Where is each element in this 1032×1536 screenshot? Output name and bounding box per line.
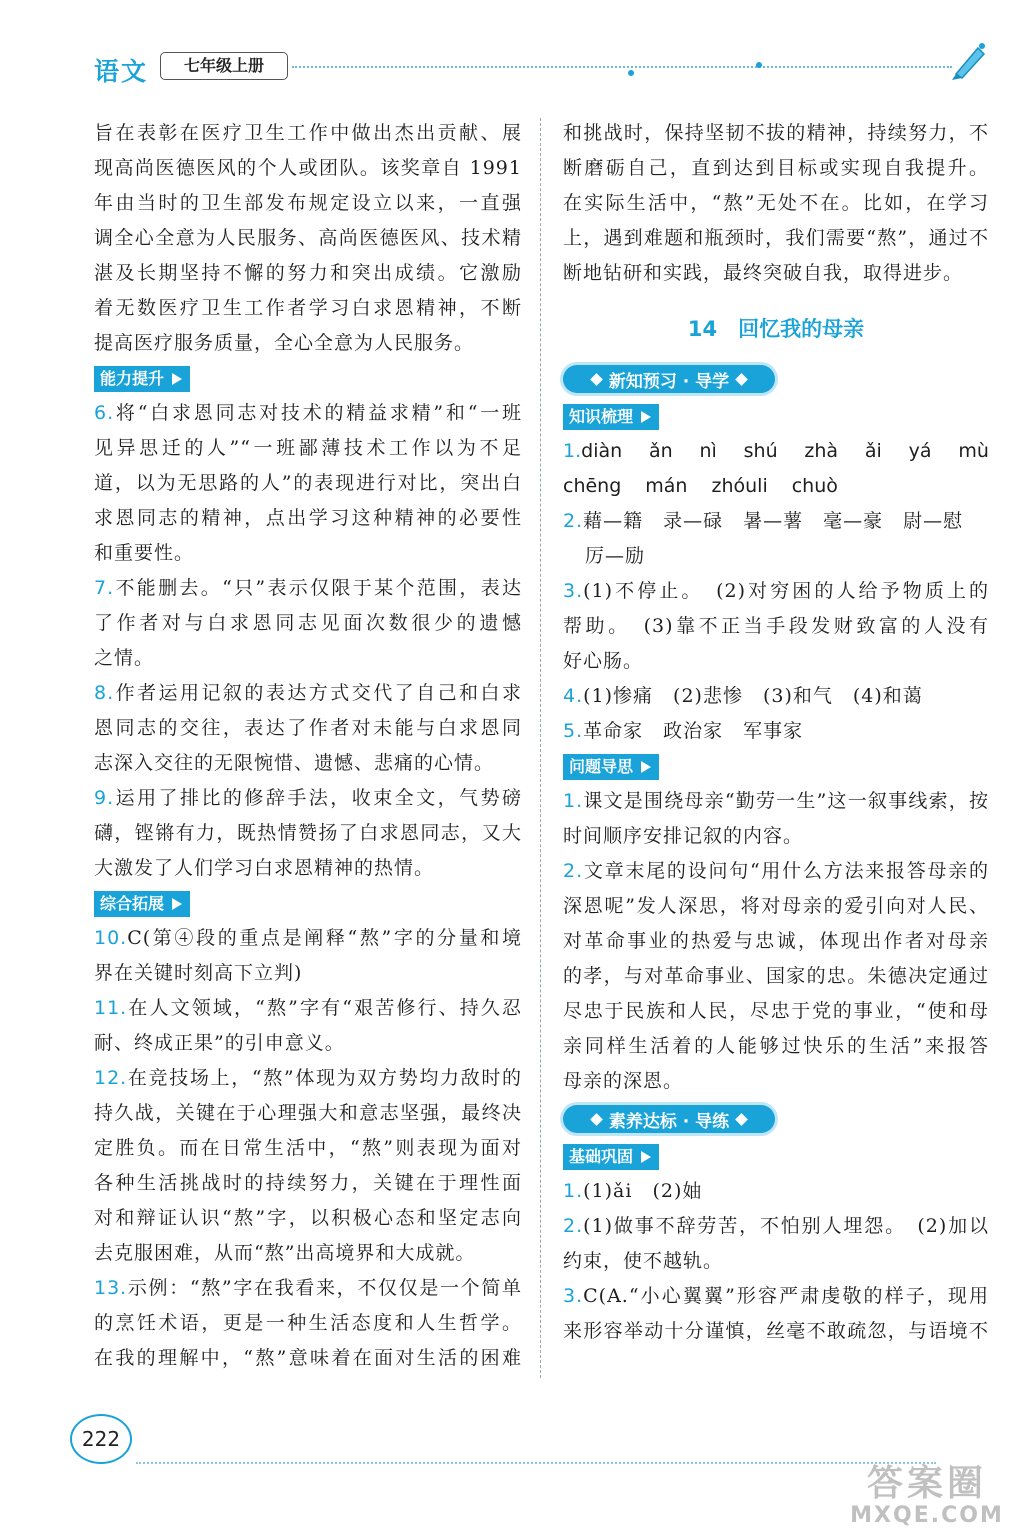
header-bead [756, 62, 762, 68]
pinyin-group [563, 434, 622, 469]
pinyin-line [563, 434, 989, 469]
section-tag-extension [94, 891, 190, 917]
text-line: 见异思迁的人”“一班鄙薄技术工作以为不足 [94, 437, 522, 459]
text-line: 和重要性。 [94, 542, 195, 564]
answer-6 [94, 396, 522, 571]
tag-label: 能力提升 [100, 369, 165, 388]
section-tag-basic [563, 1144, 659, 1170]
text-line: 在我的理解中，“熬”意味着在面对生活的困难 [94, 1347, 522, 1369]
page-header [0, 0, 1032, 100]
pinyin-line [563, 469, 989, 504]
item-number: 2. [563, 1215, 584, 1237]
triangle-right-icon [641, 761, 651, 773]
left-column [94, 116, 522, 1376]
pinyin-word: ǎi [864, 440, 882, 462]
item-number: 5. [563, 720, 584, 742]
text-line [94, 1061, 522, 1096]
banner-label: 新知预习 · 导学 [608, 371, 730, 392]
item-number: 1. [563, 1180, 584, 1202]
text-line: 来形容举动十分谨慎，丝毫不敢疏忽，与语境不 [563, 1320, 989, 1342]
pinyin-word: diàn [581, 440, 623, 462]
answer-9 [94, 781, 522, 886]
text-line [563, 679, 989, 714]
lesson-title: 14 回忆我的母亲 [687, 317, 865, 341]
triangle-right-icon [641, 411, 651, 423]
tag-label: 问题导思 [569, 757, 634, 776]
item-number: 4. [563, 685, 584, 707]
text-line: 定胜负。而在日常生活中，“熬”则表现为面对 [94, 1137, 522, 1159]
text-line: 持久战，关键在于心理强大和意志坚强，最终决 [94, 1102, 522, 1124]
answer-7 [94, 571, 522, 676]
basic-2 [563, 1209, 989, 1279]
section-banner-practice [563, 1105, 775, 1133]
answer-13 [94, 1271, 522, 1376]
text-line: 耐、终成正果”的引申意义。 [94, 1032, 345, 1054]
text-line: 帮助。 (3)靠不正当手段发财致富的人没有 [563, 615, 989, 637]
item-number: 12. [94, 1067, 128, 1089]
triangle-right-icon [172, 373, 182, 385]
line-text: 运用了排比的修辞手法，收束全文，气势磅 [114, 787, 522, 809]
text-line: 厉—励 [585, 545, 646, 567]
text-line: 旨在表彰在医疗卫生工作中做出杰出贡献、展 [94, 122, 522, 144]
watermark-url: MXQE.COM [850, 1503, 1004, 1528]
item-number: 8. [94, 682, 115, 704]
text-line [94, 1271, 522, 1306]
text-line: 大激发了人们学习白求恩精神的热情。 [94, 857, 435, 879]
text-line [563, 854, 989, 889]
line-text: 将“白求恩同志对技术的精益求精”和“一班 [114, 402, 522, 424]
knowledge-5 [563, 714, 989, 749]
text-line: 尽忠于民族和人民，尽忠于党的事业，“使和母 [563, 1000, 989, 1022]
text-line: 志深入交往的无限惋惜、遗憾、悲痛的心情。 [94, 752, 495, 774]
text-line [563, 1174, 989, 1209]
text-line: 界在关键时刻高下立判) [94, 962, 303, 984]
pen-icon [946, 40, 988, 80]
text-line: 对和辩证认识“熬”字，以积极心态和坚定志向 [94, 1207, 522, 1229]
text-line: 年由当时的卫生部发布规定设立以来，一直强 [94, 192, 522, 214]
text-line: 的孝，与对革命事业、国家的忠。朱德决定通过 [563, 965, 989, 987]
line-text: (1)做事不辞劳苦，不怕别人埋怨。 (2)加以 [583, 1215, 989, 1237]
text-line: 湛及长期坚持不懈的努力和突出成绩。它激励 [94, 262, 522, 284]
basic-3 [563, 1279, 989, 1349]
text-line: 调全心全意为人民服务、高尚医德医风、技术精 [94, 227, 522, 249]
text-line: 好心肠。 [563, 650, 644, 672]
page-number: 222 [70, 1414, 132, 1464]
text-line: 约束，使不越轨。 [563, 1250, 724, 1272]
text-line: 了作者对与白求恩同志见面次数很少的遗憾 [94, 612, 522, 634]
text-line: 断磨砺自己，直到达到目标或实现自我提升。 [563, 157, 989, 179]
section-banner-preview [563, 365, 775, 393]
watermark-text: 答案圈 [866, 1463, 987, 1504]
text-line: 上，遇到难题和瓶颈时，我们需要“熬”，通过不 [563, 227, 989, 249]
section-tag-question [563, 754, 659, 780]
diamond-icon [590, 373, 603, 386]
line-text: 革命家 政治家 军事家 [583, 720, 804, 742]
text-line [94, 676, 522, 711]
text-line [563, 714, 989, 749]
line-text: 文章末尾的设问句“用什么方法来报答母亲的 [583, 860, 989, 882]
item-number: 13. [94, 1277, 128, 1299]
question-2 [563, 854, 989, 1099]
item-number: 6. [94, 402, 115, 424]
tag-label: 知识梳理 [569, 407, 634, 426]
item-number: 3. [563, 1285, 584, 1307]
pinyin-word: ǎn [648, 440, 673, 462]
text-line [563, 1209, 989, 1244]
line-text: 作者运用记叙的表达方式交代了自己和白求 [114, 682, 522, 704]
section-tag-knowledge [563, 404, 659, 430]
item-number: 1. [563, 440, 582, 462]
right-column [563, 116, 989, 1349]
text-line [563, 784, 989, 819]
footer-divider [136, 1462, 936, 1464]
knowledge-4 [563, 679, 989, 714]
line-text: (1)ǎi (2)妯 [583, 1180, 703, 1202]
pinyin-word: mù [958, 440, 989, 462]
text-line: 提高医疗服务质量，全心全意为人民服务。 [94, 332, 475, 354]
knowledge-3 [563, 574, 989, 679]
text-line: 在实际生活中，“熬”无处不在。比如，在学习 [563, 192, 989, 214]
text-line [563, 504, 989, 539]
text-line: 去克服困难，从而“熬”出高境界和大成就。 [94, 1242, 476, 1264]
pinyin-word: yá [908, 440, 932, 462]
diamond-icon [590, 1113, 603, 1126]
text-line: 和挑战时，保持坚韧不拔的精神，持续努力，不 [563, 122, 989, 144]
text-line: 恩同志的交往，表达了作者对未能与白求恩同 [94, 717, 522, 739]
left-intro [94, 116, 522, 361]
section-tag-ability [94, 366, 190, 392]
text-line: 深恩呢”发人深思，将对母亲的爱引向对人民、 [563, 895, 989, 917]
pinyin-word: nì [699, 440, 717, 462]
line-text: 藉—籍 录—碌 暑—薯 毫—豪 尉—慰 [583, 510, 964, 532]
text-line: 各种生活挑战时的持续努力，关键在于理性面 [94, 1172, 522, 1194]
line-text: 在人文领域，“熬”字有“艰苦修行、持久忍 [127, 997, 522, 1019]
text-line: 求恩同志的精神，点出学习这种精神的必要性 [94, 507, 522, 529]
question-1 [563, 784, 989, 854]
text-line: 之情。 [94, 647, 155, 669]
pinyin-word: chēng [563, 475, 622, 497]
banner-label: 素养达标 · 导练 [608, 1111, 730, 1132]
diamond-icon [735, 1113, 748, 1126]
text-line [94, 991, 522, 1026]
subject-label: 语文 [94, 57, 149, 86]
text-line: 母亲的深恩。 [563, 1070, 684, 1092]
line-text: 课文是围绕母亲“勤劳一生”这一叙事线索，按 [583, 790, 989, 812]
header-bead [628, 70, 634, 76]
knowledge-1 [563, 434, 989, 504]
pinyin-word: zhóuli [711, 475, 768, 497]
right-intro [563, 116, 989, 291]
text-line: 着无数医疗卫生工作者学习白求恩精神，不断 [94, 297, 522, 319]
text-line: 的烹饪术语，更是一种生活态度和人生哲学。 [94, 1312, 522, 1334]
line-text: (1)惨痛 (2)悲惨 (3)和气 (4)和蔼 [583, 685, 923, 707]
line-text: 不能删去。“只”表示仅限于某个范围，表达 [114, 577, 522, 599]
answer-10 [94, 921, 522, 991]
pinyin-word: shú [743, 440, 778, 462]
text-line: 断地钻研和实践，最终突破自我，取得进步。 [563, 262, 964, 284]
tag-label: 综合拓展 [100, 894, 165, 913]
item-number: 3. [563, 580, 584, 602]
header-divider [292, 66, 952, 68]
text-line [563, 1279, 989, 1314]
line-text: 在竞技场上，“熬”体现为双方势均力敌时的 [127, 1067, 522, 1089]
item-number: 9. [94, 787, 115, 809]
text-line [94, 781, 522, 816]
answer-12 [94, 1061, 522, 1271]
line-text: C(第④段的重点是阐释“熬”字的分量和境 [127, 927, 522, 949]
text-line [94, 571, 522, 606]
text-line: 现高尚医德医风的个人或团队。该奖章自 1991 [94, 157, 522, 179]
grade-label: 七年级上册 [160, 52, 288, 80]
knowledge-2 [563, 504, 989, 574]
item-number: 11. [94, 997, 128, 1019]
item-number: 1. [563, 790, 584, 812]
pinyin-word: chuò [791, 475, 838, 497]
item-number: 2. [563, 860, 584, 882]
text-line [563, 574, 989, 609]
column-divider [540, 118, 541, 1378]
tag-label: 基础巩固 [569, 1147, 634, 1166]
answer-11 [94, 991, 522, 1061]
basic-1 [563, 1174, 989, 1209]
text-line [94, 921, 522, 956]
pinyin-word: zhà [804, 440, 839, 462]
item-number: 7. [94, 577, 115, 599]
item-number: 2. [563, 510, 584, 532]
line-text: 示例：“熬”字在我看来，不仅仅是一个简单 [127, 1277, 522, 1299]
text-line: 时间顺序安排记叙的内容。 [563, 825, 804, 847]
text-line: 对革命事业的热爱与忠诚，体现出作者对母亲 [563, 930, 989, 952]
item-number: 10. [94, 927, 128, 949]
text-line [94, 396, 522, 431]
watermark [832, 1464, 1022, 1532]
text-line: 亲同样生活着的人能够过快乐的生活”来报答 [563, 1035, 989, 1057]
line-text: C(A.“小心翼翼”形容严肃虔敬的样子，现用 [583, 1285, 989, 1307]
text-line: 道，以为无思路的人”的表现进行对比，突出白 [94, 472, 522, 494]
triangle-right-icon [172, 898, 182, 910]
pinyin-word: mán [645, 475, 688, 497]
answer-8 [94, 676, 522, 781]
diamond-icon [735, 373, 748, 386]
text-line: 礴，铿锵有力，既热情赞扬了白求恩同志，又大 [94, 822, 522, 844]
triangle-right-icon [641, 1151, 651, 1163]
line-text: (1)不停止。 (2)对穷困的人给予物质上的 [583, 580, 989, 602]
